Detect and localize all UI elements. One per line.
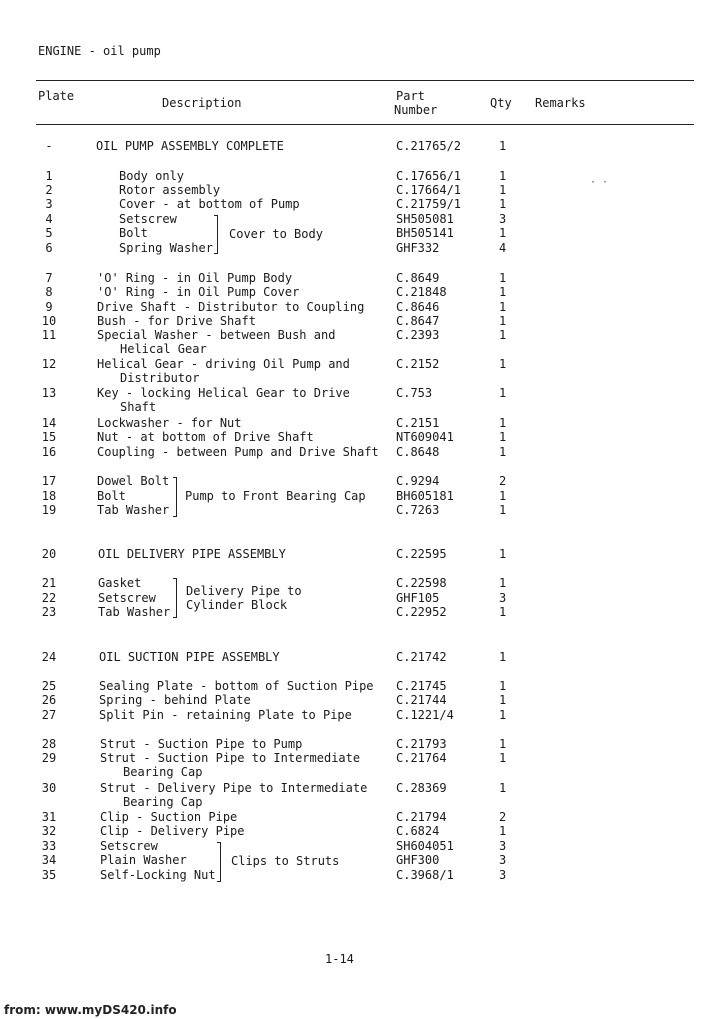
group-label-pump-to-front-bearing-cap: Pump to Front Bearing Cap (185, 489, 366, 503)
quantity: 1 (499, 271, 507, 285)
part-description-cont: Shaft (120, 400, 157, 414)
plate-number: 14 (41, 416, 57, 430)
part-number: C.21794 (396, 810, 447, 824)
part-number: C.9294 (396, 474, 440, 488)
quantity: 1 (499, 314, 507, 328)
part-description: Spring - behind Plate (99, 693, 251, 707)
part-number: C.21764 (396, 751, 447, 765)
part-number: C.8648 (396, 445, 440, 459)
plate-number: 22 (41, 591, 57, 605)
part-number: BH605181 (396, 489, 454, 503)
header-bottom-rule (36, 124, 694, 125)
plate-number: 18 (41, 489, 57, 503)
part-description: 'O' Ring - in Oil Pump Cover (97, 285, 300, 299)
plate-number: 9 (45, 300, 53, 314)
part-number: SH505081 (396, 212, 454, 226)
plate-number: 25 (41, 679, 57, 693)
part-number: C.7263 (396, 503, 440, 517)
plate-number: 15 (41, 430, 57, 444)
quantity: 1 (499, 489, 507, 503)
header-qty: Qty (490, 96, 512, 110)
part-description: OIL DELIVERY PIPE ASSEMBLY (98, 547, 286, 561)
part-number: C.22952 (396, 605, 447, 619)
part-number: C.2393 (396, 328, 440, 342)
part-number: BH505141 (396, 226, 454, 240)
part-description: Strut - Delivery Pipe to Intermediate (100, 781, 368, 795)
part-description: OIL SUCTION PIPE ASSEMBLY (99, 650, 280, 664)
quantity: 3 (499, 212, 507, 226)
part-description: Bolt (97, 489, 126, 503)
quantity: 1 (499, 708, 507, 722)
part-number: C.22598 (396, 576, 447, 590)
plate-number: 24 (41, 650, 57, 664)
part-number: C.21742 (396, 650, 447, 664)
part-description: Tab Washer (98, 605, 171, 619)
plate-number: - (45, 139, 53, 153)
quantity: 1 (499, 197, 507, 211)
part-number: SH604051 (396, 839, 454, 853)
plate-number: 4 (45, 212, 53, 226)
part-number: C.8647 (396, 314, 440, 328)
part-description: Spring Washer (119, 241, 213, 255)
quantity: 2 (499, 474, 507, 488)
part-number: C.17656/1 (396, 169, 462, 183)
quantity: 1 (499, 169, 507, 183)
part-description: Nut - at bottom of Drive Shaft (97, 430, 314, 444)
part-number: C.21793 (396, 737, 447, 751)
plate-number: 28 (41, 737, 57, 751)
plate-number: 16 (41, 445, 57, 459)
part-number: C.6824 (396, 824, 440, 838)
plate-number: 33 (41, 839, 57, 853)
quantity: 1 (499, 693, 507, 707)
part-description: Bush - for Drive Shaft (97, 314, 256, 328)
quantity: 1 (499, 605, 507, 619)
group-brace-cover-to-body (214, 215, 218, 254)
part-number: GHF105 (396, 591, 440, 605)
part-number: C.21745 (396, 679, 447, 693)
part-description: Rotor assembly (119, 183, 221, 197)
header-description: Description (162, 96, 242, 110)
part-number: C.28369 (396, 781, 447, 795)
footer-source: from: www.myDS420.info (4, 1003, 177, 1017)
part-number: C.8646 (396, 300, 440, 314)
quantity: 1 (499, 285, 507, 299)
quantity: 1 (499, 139, 507, 153)
quantity: 1 (499, 547, 507, 561)
part-description: Strut - Suction Pipe to Intermediate (100, 751, 361, 765)
quantity: 2 (499, 810, 507, 824)
part-description-cont: Distributor (120, 371, 200, 385)
part-description: Cover - at bottom of Pump (119, 197, 300, 211)
part-description: Special Washer - between Bush and (97, 328, 336, 342)
plate-number: 11 (41, 328, 57, 342)
plate-number: 29 (41, 751, 57, 765)
part-description: Self-Locking Nut (100, 868, 216, 882)
plate-number: 3 (45, 197, 53, 211)
plate-number: 17 (41, 474, 57, 488)
group-brace-clips-to-struts (217, 842, 221, 882)
quantity: 3 (499, 853, 507, 867)
plate-number: 31 (41, 810, 57, 824)
quantity: 1 (499, 503, 507, 517)
quantity: 1 (499, 576, 507, 590)
header-part: Part (396, 89, 425, 103)
quantity: 1 (499, 781, 507, 795)
part-description: Key - locking Helical Gear to Drive (97, 386, 350, 400)
part-description: Bolt (119, 226, 148, 240)
part-description: 'O' Ring - in Oil Pump Body (97, 271, 293, 285)
part-description: Plain Washer (100, 853, 187, 867)
plate-number: 2 (45, 183, 53, 197)
part-number: C.8649 (396, 271, 440, 285)
part-number: C.21848 (396, 285, 447, 299)
part-description-cont: Helical Gear (120, 342, 207, 356)
plate-number: 21 (41, 576, 57, 590)
part-number: C.2151 (396, 416, 440, 430)
part-number: C.21744 (396, 693, 447, 707)
plate-number: 5 (45, 226, 53, 240)
quantity: 1 (499, 300, 507, 314)
part-number: C.3968/1 (396, 868, 454, 882)
plate-number: 19 (41, 503, 57, 517)
group-brace-pump-to-front-bearing-cap (173, 477, 177, 517)
plate-number: 26 (41, 693, 57, 707)
quantity: 1 (499, 679, 507, 693)
header-plate: Plate (38, 89, 75, 103)
header-top-rule (36, 80, 694, 81)
plate-number: 12 (41, 357, 57, 371)
quantity: 3 (499, 591, 507, 605)
part-description: Split Pin - retaining Plate to Pipe (99, 708, 352, 722)
quantity: 1 (499, 737, 507, 751)
plate-number: 10 (41, 314, 57, 328)
plate-number: 7 (45, 271, 53, 285)
quantity: 1 (499, 445, 507, 459)
part-description: Setscrew (119, 212, 177, 226)
quantity: 1 (499, 226, 507, 240)
plate-number: 35 (41, 868, 57, 882)
quantity: 1 (499, 824, 507, 838)
part-number: C.21759/1 (396, 197, 462, 211)
speck-mark: · · (590, 177, 609, 188)
part-description: Coupling - between Pump and Drive Shaft (97, 445, 379, 459)
quantity: 1 (499, 416, 507, 430)
plate-number: 30 (41, 781, 57, 795)
quantity: 1 (499, 328, 507, 342)
part-description: Strut - Suction Pipe to Pump (100, 737, 303, 751)
part-number: C.1221/4 (396, 708, 454, 722)
part-description-cont: Bearing Cap (123, 765, 203, 779)
quantity: 1 (499, 751, 507, 765)
part-number: C.753 (396, 386, 433, 400)
header-remarks: Remarks (535, 96, 586, 110)
quantity: 1 (499, 430, 507, 444)
part-number: GHF332 (396, 241, 440, 255)
group-label-delivery-pipe: Delivery Pipe to (186, 584, 302, 598)
part-description: Tab Washer (97, 503, 170, 517)
page-title: ENGINE - oil pump (38, 44, 161, 58)
plate-number: 20 (41, 547, 57, 561)
quantity: 4 (499, 241, 507, 255)
part-description: OIL PUMP ASSEMBLY COMPLETE (96, 139, 284, 153)
part-description: Clip - Suction Pipe (100, 810, 238, 824)
header-number: Number (394, 103, 438, 117)
plate-number: 8 (45, 285, 53, 299)
group-label-clips-to-struts: Clips to Struts (231, 854, 340, 868)
quantity: 1 (499, 386, 507, 400)
quantity: 1 (499, 357, 507, 371)
part-description: Dowel Bolt (97, 474, 170, 488)
quantity: 1 (499, 183, 507, 197)
part-description: Setscrew (100, 839, 158, 853)
plate-number: 13 (41, 386, 57, 400)
part-number: C.22595 (396, 547, 447, 561)
part-description: Setscrew (98, 591, 156, 605)
part-description: Body only (119, 169, 185, 183)
part-description: Sealing Plate - bottom of Suction Pipe (99, 679, 374, 693)
plate-number: 27 (41, 708, 57, 722)
plate-number: 23 (41, 605, 57, 619)
group-brace-delivery-pipe (173, 578, 177, 618)
part-number: C.2152 (396, 357, 440, 371)
part-number: C.17664/1 (396, 183, 462, 197)
part-number: C.21765/2 (396, 139, 462, 153)
plate-number: 34 (41, 853, 57, 867)
part-description: Clip - Delivery Pipe (100, 824, 245, 838)
part-description: Gasket (98, 576, 142, 590)
plate-number: 32 (41, 824, 57, 838)
plate-number: 6 (45, 241, 53, 255)
group-label-cover-to-body: Cover to Body (229, 227, 323, 241)
page-number: 1-14 (325, 952, 354, 966)
part-number: NT609041 (396, 430, 454, 444)
part-number: GHF300 (396, 853, 440, 867)
group-label-cylinder-block: Cylinder Block (186, 598, 288, 612)
part-description: Lockwasher - for Nut (97, 416, 242, 430)
part-description: Helical Gear - driving Oil Pump and (97, 357, 350, 371)
part-description: Drive Shaft - Distributor to Coupling (97, 300, 365, 314)
quantity: 3 (499, 868, 507, 882)
quantity: 3 (499, 839, 507, 853)
part-description-cont: Bearing Cap (123, 795, 203, 809)
quantity: 1 (499, 650, 507, 664)
plate-number: 1 (45, 169, 53, 183)
